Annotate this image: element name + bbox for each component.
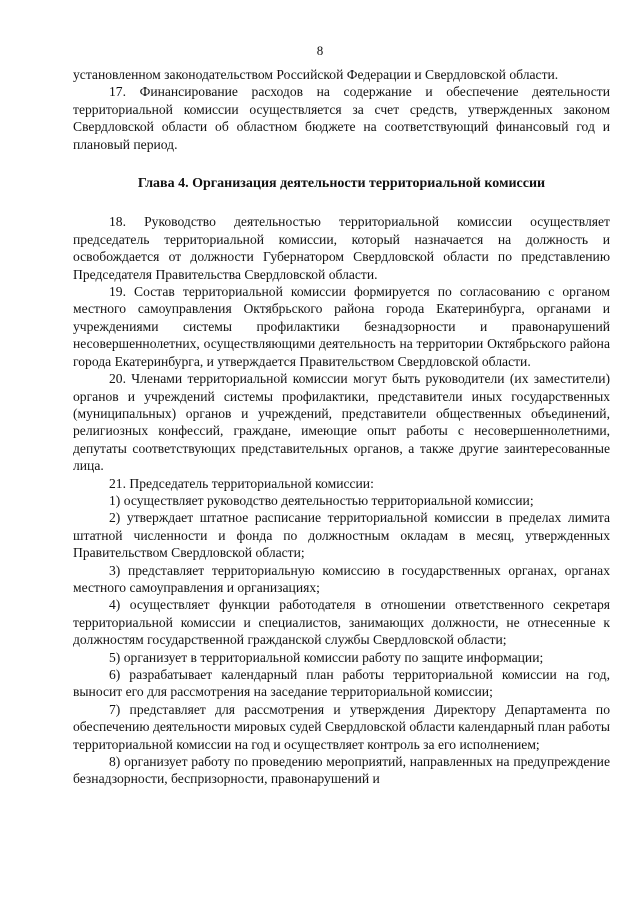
paragraph: установленном законодательством Российской Федерации и Свердловской области.	[73, 67, 559, 82]
paragraph: 18. Руководство деятельностью территориальной комиссии осуществляет председатель территориальной комиссии, который назначается на должность и освобождается от должности Губернатором Свердловской области по представлению Председателя Правительства Свердловской области.	[73, 214, 610, 282]
list-item: 5) организует в территориальной комиссии работу по защите информации;	[109, 649, 544, 665]
list-item: 4) осуществляет функции работодателя в отношении ответственного секретаря территориальной комиссии и специалистов, занимающих должности, не отнесенные к должностям государственной гражданской службы Свердловской области;	[73, 597, 610, 648]
paragraph: 21. Председатель территориальной комиссии:	[109, 475, 374, 491]
list-item: 2) утверждает штатное расписание территориальной комиссии в пределах лимита штатной численности и фонда по должностным окладам в месяц, утвержденных Правительством Свердловской области;	[73, 510, 610, 561]
paragraph: 20. Членами территориальной комиссии могут быть руководители (их заместители) органов и учреждений системы профилактики, представители иных государственных (муниципальных) органов и учреждений, представители общественных объединений, религиозных конфессий, граждане, имеющие опыт работы с несовершеннолетними, депутаты соответствующих представительных органов, а также другие заинтересованные лица.	[73, 371, 610, 474]
document-body	[73, 66, 610, 788]
list-item: 3) представляет территориальную комиссию в государственных органах, органах местного самоуправления и организациях;	[73, 562, 610, 595]
list-item: 1) осуществляет руководство деятельностью территориальной комиссии;	[109, 492, 534, 508]
list-item: 7) представляет для рассмотрения и утверждения Директору Департамента по обеспечению деятельности мировых судей Свердловской области календарный план работы территориальной комиссии на год и осуществляет контроль за его исполнением;	[73, 701, 610, 752]
page-number: 8	[316, 43, 324, 58]
paragraph: 19. Состав территориальной комиссии формируется по согласованию с органом местного самоуправления Октябрьского района города Екатеринбурга, органами и учреждениями системы профилактики безнадзорности и правонарушений несовершеннолетних, осуществляющими деятельность на территории Октябрьского района города Екатеринбурга, и утверждается Правительством Свердловской области.	[73, 284, 610, 369]
paragraph: 17. Финансирование расходов на содержание и обеспечение деятельности территориальной комиссии осуществляется за счет средств, утвержденных законом Свердловской области об областном бюджете на соответствующий финансовый год и плановый период.	[73, 84, 610, 152]
list-item: 8) организует работу по проведению мероприятий, направленных на предупреждение безнадзорности, беспризорности, правонарушений и	[73, 754, 610, 787]
chapter-title: Глава 4. Организация деятельности территориальной комиссии	[137, 176, 546, 192]
list-item: 6) разрабатывает календарный план работы территориальной комиссии на год, выносит его для рассмотрения на заседание территориальной комиссии;	[73, 667, 610, 700]
